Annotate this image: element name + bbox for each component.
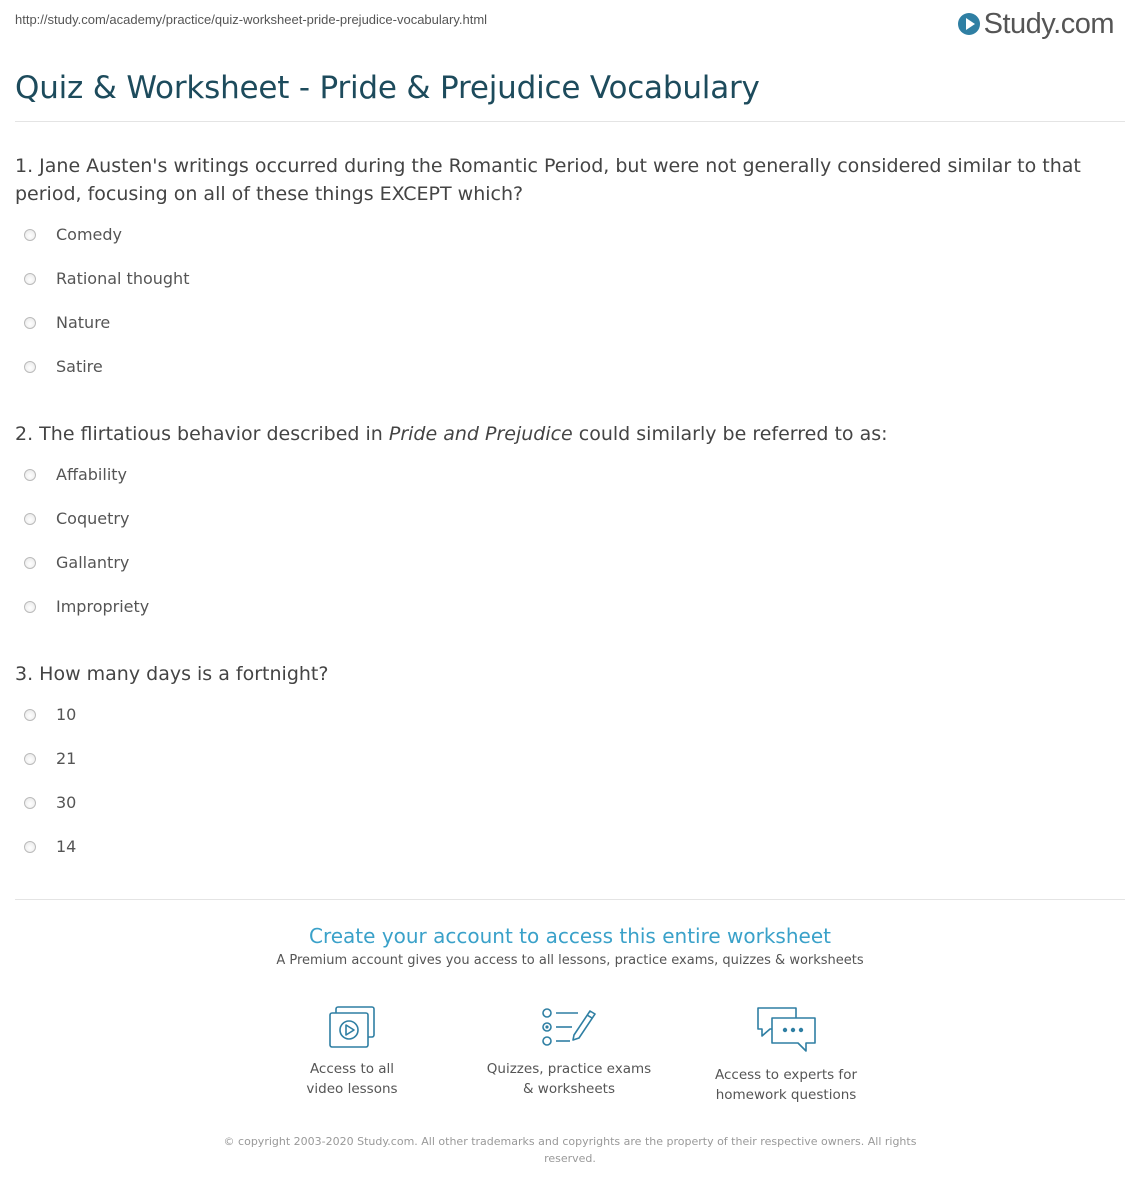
title-divider	[15, 121, 1125, 122]
radio-button[interactable]	[24, 753, 36, 765]
section-divider	[15, 899, 1125, 900]
radio-button[interactable]	[24, 557, 36, 569]
answer-label: Coquetry	[56, 509, 130, 528]
quiz-checklist-icon	[540, 1005, 598, 1049]
answer-label: Nature	[56, 313, 111, 332]
question-text: 3. How many days is a fortnight?	[15, 663, 329, 685]
feature-experts	[686, 1005, 886, 1105]
answer-choice[interactable]	[15, 704, 1125, 748]
answer-choice[interactable]	[15, 596, 1125, 640]
feature-video-lessons	[252, 1005, 452, 1099]
study-logo-text: Study.com	[983, 7, 1114, 40]
answer-choice[interactable]	[15, 748, 1125, 792]
answer-label: Impropriety	[56, 597, 150, 616]
chat-bubbles-icon	[754, 1005, 818, 1055]
feature-quizzes	[469, 1005, 669, 1099]
radio-button[interactable]	[24, 601, 36, 613]
answer-label: Satire	[56, 357, 103, 376]
cta-subheading: A Premium account gives you access to all lessons, practice exams, quizzes & worksheets	[276, 953, 864, 968]
page-title: Quiz & Worksheet - Pride & Prejudice Vocabulary	[15, 70, 760, 106]
answer-choice[interactable]	[15, 356, 1125, 400]
answer-label: 10	[56, 705, 77, 724]
radio-button[interactable]	[24, 469, 36, 481]
question-3	[15, 660, 1125, 880]
cta-heading[interactable]: Create your account to access this entire worksheet	[309, 924, 831, 948]
answer-choice[interactable]	[15, 224, 1125, 268]
radio-button[interactable]	[24, 361, 36, 373]
top-bar	[0, 0, 1140, 60]
radio-button[interactable]	[24, 841, 36, 853]
study-logo-icon	[958, 13, 980, 35]
answer-choice[interactable]	[15, 464, 1125, 508]
radio-button[interactable]	[24, 273, 36, 285]
answer-label: Rational thought	[56, 269, 190, 288]
answer-label: 21	[56, 749, 77, 768]
answer-choice[interactable]	[15, 508, 1125, 552]
study-logo[interactable]	[958, 6, 1114, 42]
answer-choice[interactable]	[15, 836, 1125, 880]
question-text: 1. Jane Austen's writings occurred during the Romantic Period, but were not generally considered similar to that period, focusing on all of these things EXCEPT which?	[15, 155, 1081, 205]
feature-label: Access to all video lessons	[306, 1061, 398, 1097]
radio-button[interactable]	[24, 229, 36, 241]
feature-label: Quizzes, practice exams & worksheets	[486, 1061, 652, 1097]
radio-button[interactable]	[24, 317, 36, 329]
answer-label: Affability	[56, 465, 128, 484]
answer-choice[interactable]	[15, 552, 1125, 596]
radio-button[interactable]	[24, 709, 36, 721]
answer-label: 14	[56, 837, 77, 856]
radio-button[interactable]	[24, 513, 36, 525]
feature-label: Access to experts for homework questions	[714, 1067, 857, 1103]
answer-label: Gallantry	[56, 553, 130, 572]
page-url[interactable]: http://study.com/academy/practice/quiz-worksheet-pride-prejudice-vocabulary.html	[15, 12, 488, 27]
answer-label: 30	[56, 793, 77, 812]
answer-choice[interactable]	[15, 792, 1125, 836]
answer-choice[interactable]	[15, 312, 1125, 356]
answer-choices	[15, 224, 1125, 400]
answer-choices	[15, 464, 1125, 640]
radio-button[interactable]	[24, 797, 36, 809]
answer-choices	[15, 704, 1125, 880]
video-lessons-icon	[326, 1005, 378, 1049]
question-2	[15, 420, 1125, 640]
question-1	[15, 152, 1125, 400]
question-text: 2. The flirtatious behavior described in Pride and Prejudice could similarly be referred to as:	[15, 423, 888, 445]
premium-features	[0, 1005, 1140, 1115]
copyright-notice: © copyright 2003-2020 Study.com. All other trademarks and copyrights are the property of their respective owners. All rights reserved.	[223, 1135, 917, 1165]
answer-label: Comedy	[56, 225, 123, 244]
answer-choice[interactable]	[15, 268, 1125, 312]
